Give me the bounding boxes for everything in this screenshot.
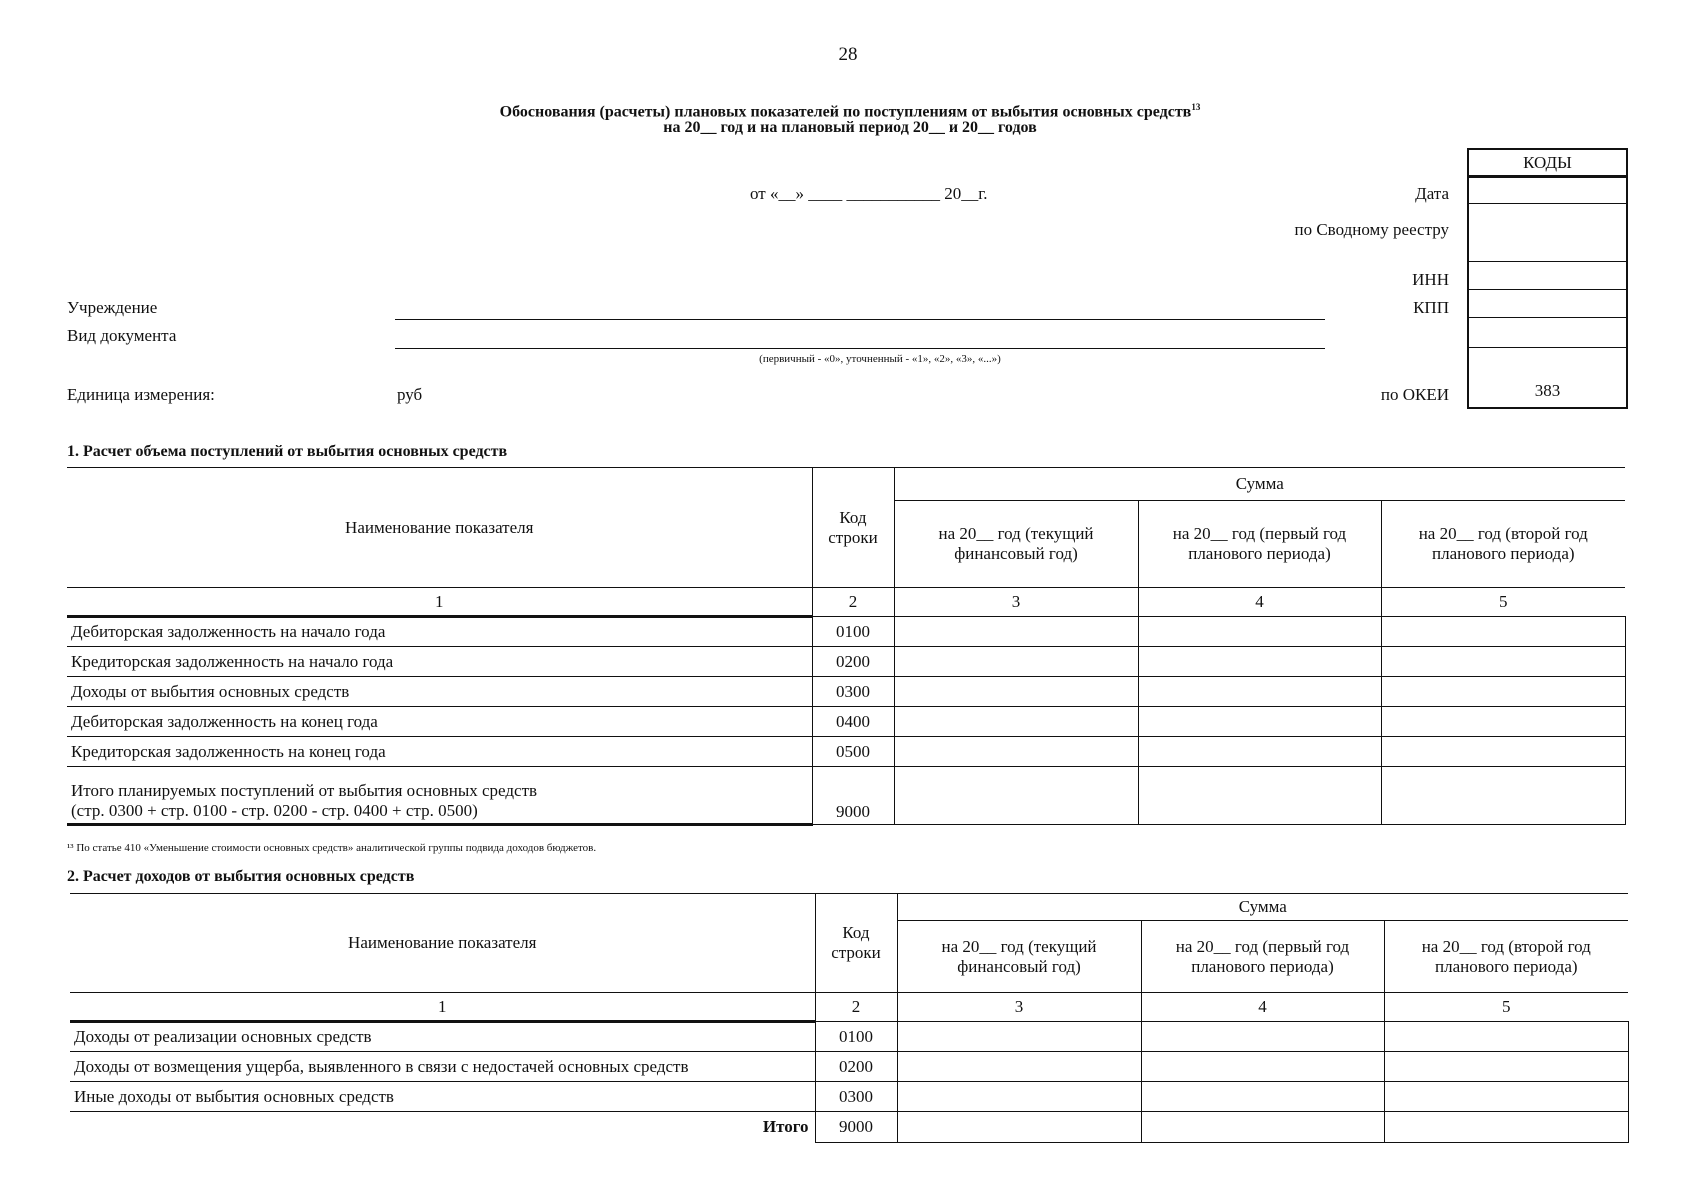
s1-colnum-2: 2 — [812, 588, 894, 617]
value-cell-col3[interactable] — [897, 1082, 1141, 1112]
s1-colnum-5: 5 — [1381, 588, 1625, 617]
s2-header-col3: на 20__ год (текущий финансовый год) — [897, 921, 1141, 993]
codes-box — [1467, 148, 1628, 409]
table-row — [67, 647, 1625, 677]
label-inn: ИНН — [1412, 270, 1449, 289]
table-row — [70, 1022, 1628, 1052]
table-row — [67, 737, 1625, 767]
form-title-line1: Обоснования (расчеты) плановых показателей по поступлениям от выбытия основных средств — [499, 103, 1192, 121]
value-cell-col4[interactable] — [1138, 647, 1381, 677]
s1-header-sum: Сумма — [894, 468, 1625, 501]
s2-header-sum: Сумма — [897, 894, 1628, 921]
s2-colnum-1: 1 — [70, 993, 815, 1022]
label-date: Дата — [1415, 184, 1449, 203]
row-code: 0500 — [812, 737, 894, 767]
value-cell-col3[interactable] — [897, 1052, 1141, 1082]
value-cell-col5[interactable] — [1384, 1082, 1628, 1112]
label-okei: по ОКЕИ — [1380, 385, 1449, 404]
codes-date-cell[interactable] — [1469, 176, 1626, 204]
total-cell-col4[interactable] — [1141, 1112, 1384, 1143]
row-code: 0100 — [815, 1022, 897, 1052]
table-row — [70, 1082, 1628, 1112]
row-name: Доходы от выбытия основных средств — [67, 677, 812, 707]
total-cell-col3[interactable] — [897, 1112, 1141, 1143]
s2-colnum-2: 2 — [815, 993, 897, 1022]
s2-header-name: Наименование показателя — [70, 894, 815, 993]
section1-title: 1. Расчет объема поступлений от выбытия основных средств — [67, 443, 508, 460]
date-line: от «__» ____ ___________ 20__г. — [750, 184, 988, 203]
unit-value: руб — [397, 385, 423, 404]
value-cell-col5[interactable] — [1384, 1022, 1628, 1052]
table-row — [67, 677, 1625, 707]
s1-header-col4: на 20__ год (первый год планового периода) — [1138, 501, 1381, 588]
row-name: Доходы от возмещения ущерба, выявленного в связи с недостачей основных средств — [70, 1052, 815, 1082]
total-cell-col4[interactable] — [1138, 767, 1381, 825]
page-number: 28 — [838, 44, 858, 65]
value-cell-col5[interactable] — [1381, 617, 1625, 647]
codes-inn-cell[interactable] — [1469, 262, 1626, 290]
value-cell-col4[interactable] — [1138, 737, 1381, 767]
value-cell-col3[interactable] — [894, 647, 1138, 677]
row-code: 0200 — [815, 1052, 897, 1082]
s1-colnum-1: 1 — [67, 588, 812, 617]
row-name: Дебиторская задолженность на конец года — [67, 707, 812, 737]
row-name: Дебиторская задолженность на начало года — [67, 617, 812, 647]
value-cell-col3[interactable] — [894, 617, 1138, 647]
s2-header-code: Код строки — [815, 894, 897, 993]
codes-kpp-cell[interactable] — [1469, 290, 1626, 318]
institution-label: Учреждение — [67, 298, 158, 317]
value-cell-col5[interactable] — [1384, 1052, 1628, 1082]
total-row-name-line1: Итого планируемых поступлений от выбытия основных средств — [71, 781, 538, 800]
row-name: Кредиторская задолженность на конец года — [67, 737, 812, 767]
s2-colnum-3: 3 — [897, 993, 1141, 1022]
value-cell-col3[interactable] — [897, 1022, 1141, 1052]
value-cell-col4[interactable] — [1138, 707, 1381, 737]
row-code: 0100 — [812, 617, 894, 647]
doc-type-label: Вид документа — [67, 326, 177, 345]
codes-header: КОДЫ — [1469, 150, 1626, 176]
table-row — [67, 617, 1625, 647]
s1-colnum-4: 4 — [1138, 588, 1381, 617]
table-row — [67, 707, 1625, 737]
value-cell-col4[interactable] — [1141, 1022, 1384, 1052]
unit-label: Единица измерения: — [67, 385, 215, 404]
s1-colnum-3: 3 — [894, 588, 1138, 617]
table-row-total — [70, 1112, 1628, 1143]
value-cell-col3[interactable] — [894, 707, 1138, 737]
s2-colnum-4: 4 — [1141, 993, 1384, 1022]
value-cell-col3[interactable] — [894, 737, 1138, 767]
total-row-name-line2: (стр. 0300 + стр. 0100 - стр. 0200 - стр. 0400 + стр. 0500) — [71, 801, 478, 820]
total-row-code: 9000 — [812, 767, 894, 825]
row-code: 0200 — [812, 647, 894, 677]
row-name: Кредиторская задолженность на начало года — [67, 647, 812, 677]
value-cell-col4[interactable] — [1138, 677, 1381, 707]
s1-header-code: Код строки — [812, 468, 894, 588]
row-code: 0400 — [812, 707, 894, 737]
total-cell-col5[interactable] — [1384, 1112, 1628, 1143]
value-cell-col5[interactable] — [1381, 707, 1625, 737]
value-cell-col5[interactable] — [1381, 647, 1625, 677]
value-cell-col4[interactable] — [1138, 617, 1381, 647]
table-row-total — [67, 767, 1625, 825]
value-cell-col3[interactable] — [894, 677, 1138, 707]
total-label: Итого — [762, 1117, 809, 1137]
footnote: ¹³ По статье 410 «Уменьшение стоимости основных средств» аналитической группы подвида доходов бюджетов. — [67, 842, 597, 854]
row-code: 0300 — [815, 1082, 897, 1112]
s2-header-col5: на 20__ год (второй год планового периода) — [1384, 921, 1628, 993]
total-cell-col5[interactable] — [1381, 767, 1625, 825]
doc-type-hint: (первичный - «0», уточненный - «1», «2», «3», «...») — [759, 353, 1001, 365]
codes-registry-cell[interactable] — [1469, 204, 1626, 262]
total-row-name — [67, 767, 812, 825]
institution-line[interactable] — [395, 319, 1325, 320]
row-name: Иные доходы от выбытия основных средств — [70, 1082, 815, 1112]
value-cell-col4[interactable] — [1141, 1082, 1384, 1112]
total-row-code: 9000 — [815, 1112, 897, 1143]
section2-table — [70, 893, 1629, 1143]
form-subtitle: на 20__ год и на плановый период 20__ и 20__ годов — [663, 119, 1037, 136]
value-cell-col5[interactable] — [1381, 677, 1625, 707]
s1-header-col5: на 20__ год (второй год планового периода) — [1381, 501, 1625, 588]
label-kpp: КПП — [1413, 298, 1449, 317]
s1-header-name: Наименование показателя — [67, 468, 812, 588]
total-cell-col3[interactable] — [894, 767, 1138, 825]
s2-colnum-5: 5 — [1384, 993, 1628, 1022]
value-cell-col5[interactable] — [1381, 737, 1625, 767]
codes-okei-cell: 383 — [1534, 381, 1561, 400]
doc-type-line[interactable] — [395, 348, 1325, 349]
s2-header-col4: на 20__ год (первый год планового периода) — [1141, 921, 1384, 993]
section2-title: 2. Расчет доходов от выбытия основных средств — [67, 868, 415, 885]
row-name: Доходы от реализации основных средств — [70, 1022, 815, 1052]
codes-doctype-cell[interactable] — [1469, 318, 1626, 348]
label-registry: по Сводному реестру — [1294, 220, 1449, 239]
footnote-ref: 13 — [1191, 102, 1201, 112]
s1-header-col3: на 20__ год (текущий финансовый год) — [894, 501, 1138, 588]
section1-table — [67, 467, 1626, 826]
value-cell-col4[interactable] — [1141, 1052, 1384, 1082]
row-code: 0300 — [812, 677, 894, 707]
table-row — [70, 1052, 1628, 1082]
